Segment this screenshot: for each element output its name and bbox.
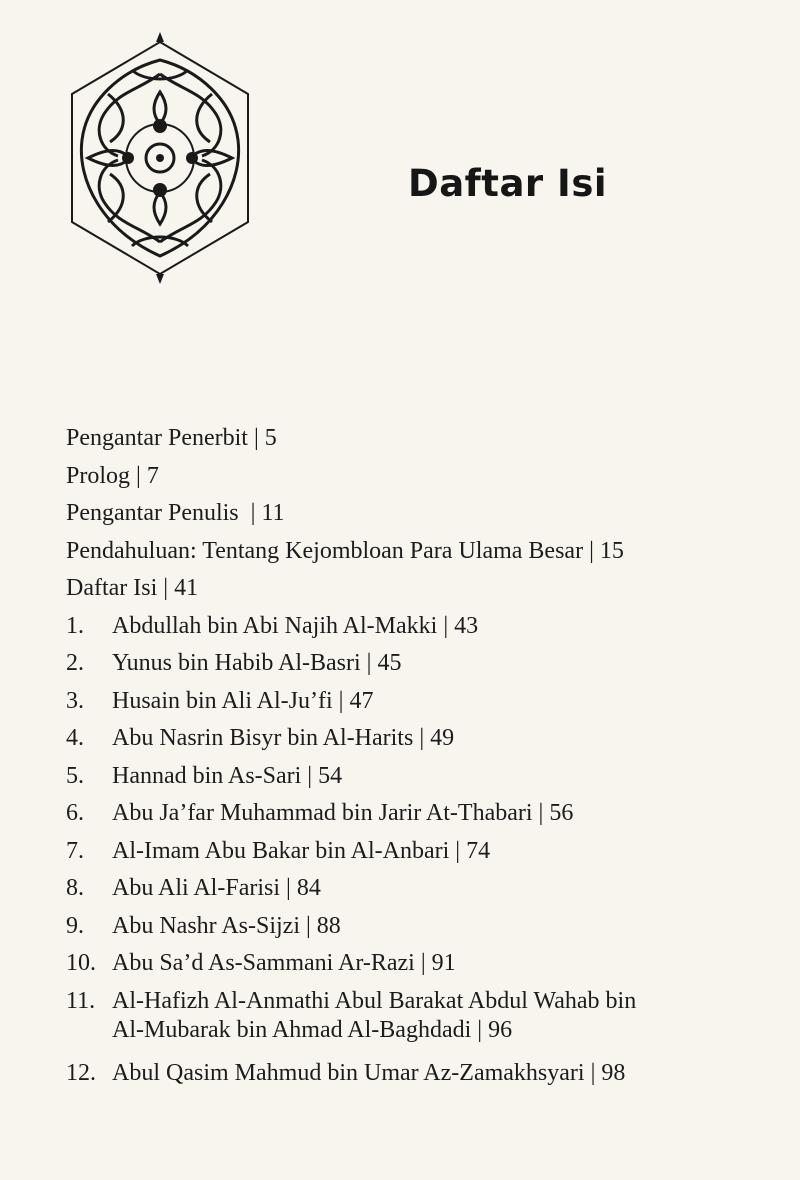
toc-entry <box>66 608 766 646</box>
front-matter-item: Daftar Isi | 41 <box>66 575 199 601</box>
entry-text: Al-Imam Abu Bakar bin Al-Anbari | 74 <box>112 837 491 864</box>
entry-text: Yunus bin Habib Al-Basri | 45 <box>112 650 402 676</box>
entry-text-line: Al-Mubarak bin Ahmad Al-Baghdadi | 96 <box>112 1016 513 1043</box>
entry-number: 4. <box>66 725 84 751</box>
entry-text: Hannad bin As-Sari | 54 <box>112 762 343 789</box>
entry-number: 5. <box>66 762 84 789</box>
entry-text: Husain bin Ali Al-Ju’fi | 47 <box>112 687 374 714</box>
entry-text: Abu Ja’far Muhammad bin Jarir At-Thabari | 56 <box>112 800 574 826</box>
entry-number: 10. <box>66 950 96 976</box>
toc-entry <box>66 870 766 908</box>
entry-number: 6. <box>66 800 84 826</box>
entry-number: 8. <box>66 875 84 901</box>
entry-text: Abu Nasrin Bisyr bin Al-Harits | 49 <box>112 725 455 751</box>
entry-number: 9. <box>66 912 84 939</box>
table-of-contents <box>66 420 766 1092</box>
entry-text: Abul Qasim Mahmud bin Umar Az-Zamakhsyari | 98 <box>112 1059 626 1086</box>
toc-entry <box>66 795 766 833</box>
toc-entry <box>66 945 766 983</box>
toc-entry <box>66 1055 766 1093</box>
toc-entry <box>66 908 766 946</box>
entry-number: 2. <box>66 650 84 676</box>
entry-text-line: Al-Hafizh Al-Anmathi Abul Barakat Abdul Wahab bin <box>112 987 637 1014</box>
entry-number: 12. <box>66 1059 96 1086</box>
entry-text <box>112 987 766 1045</box>
toc-entry <box>66 645 766 683</box>
entry-text: Abdullah bin Abi Najih Al-Makki | 43 <box>112 612 479 639</box>
entry-number: 11. <box>66 987 96 1014</box>
front-matter-item: Pengantar Penulis | 11 <box>66 500 285 526</box>
front-matter-item: Pendahuluan: Tentang Kejombloan Para Ulama Besar | 15 <box>66 537 624 564</box>
toc-entry <box>66 987 766 1045</box>
entry-text: Abu Sa’d As-Sammani Ar-Razi | 91 <box>112 950 456 976</box>
toc-entry <box>66 683 766 721</box>
entry-number: 1. <box>66 612 84 639</box>
entry-text: Abu Ali Al-Farisi | 84 <box>112 875 321 901</box>
entry-number: 7. <box>66 837 84 864</box>
page-title: Daftar Isi <box>408 162 608 205</box>
toc-entry <box>66 720 766 758</box>
front-matter-item: Pengantar Penerbit | 5 <box>66 425 277 451</box>
arabesque-ornament-icon <box>48 30 272 286</box>
front-matter-item: Prolog | 7 <box>66 462 159 489</box>
toc-entry <box>66 833 766 871</box>
entry-number: 3. <box>66 687 84 714</box>
entry-text: Abu Nashr As-Sijzi | 88 <box>112 912 341 939</box>
toc-entry <box>66 758 766 796</box>
